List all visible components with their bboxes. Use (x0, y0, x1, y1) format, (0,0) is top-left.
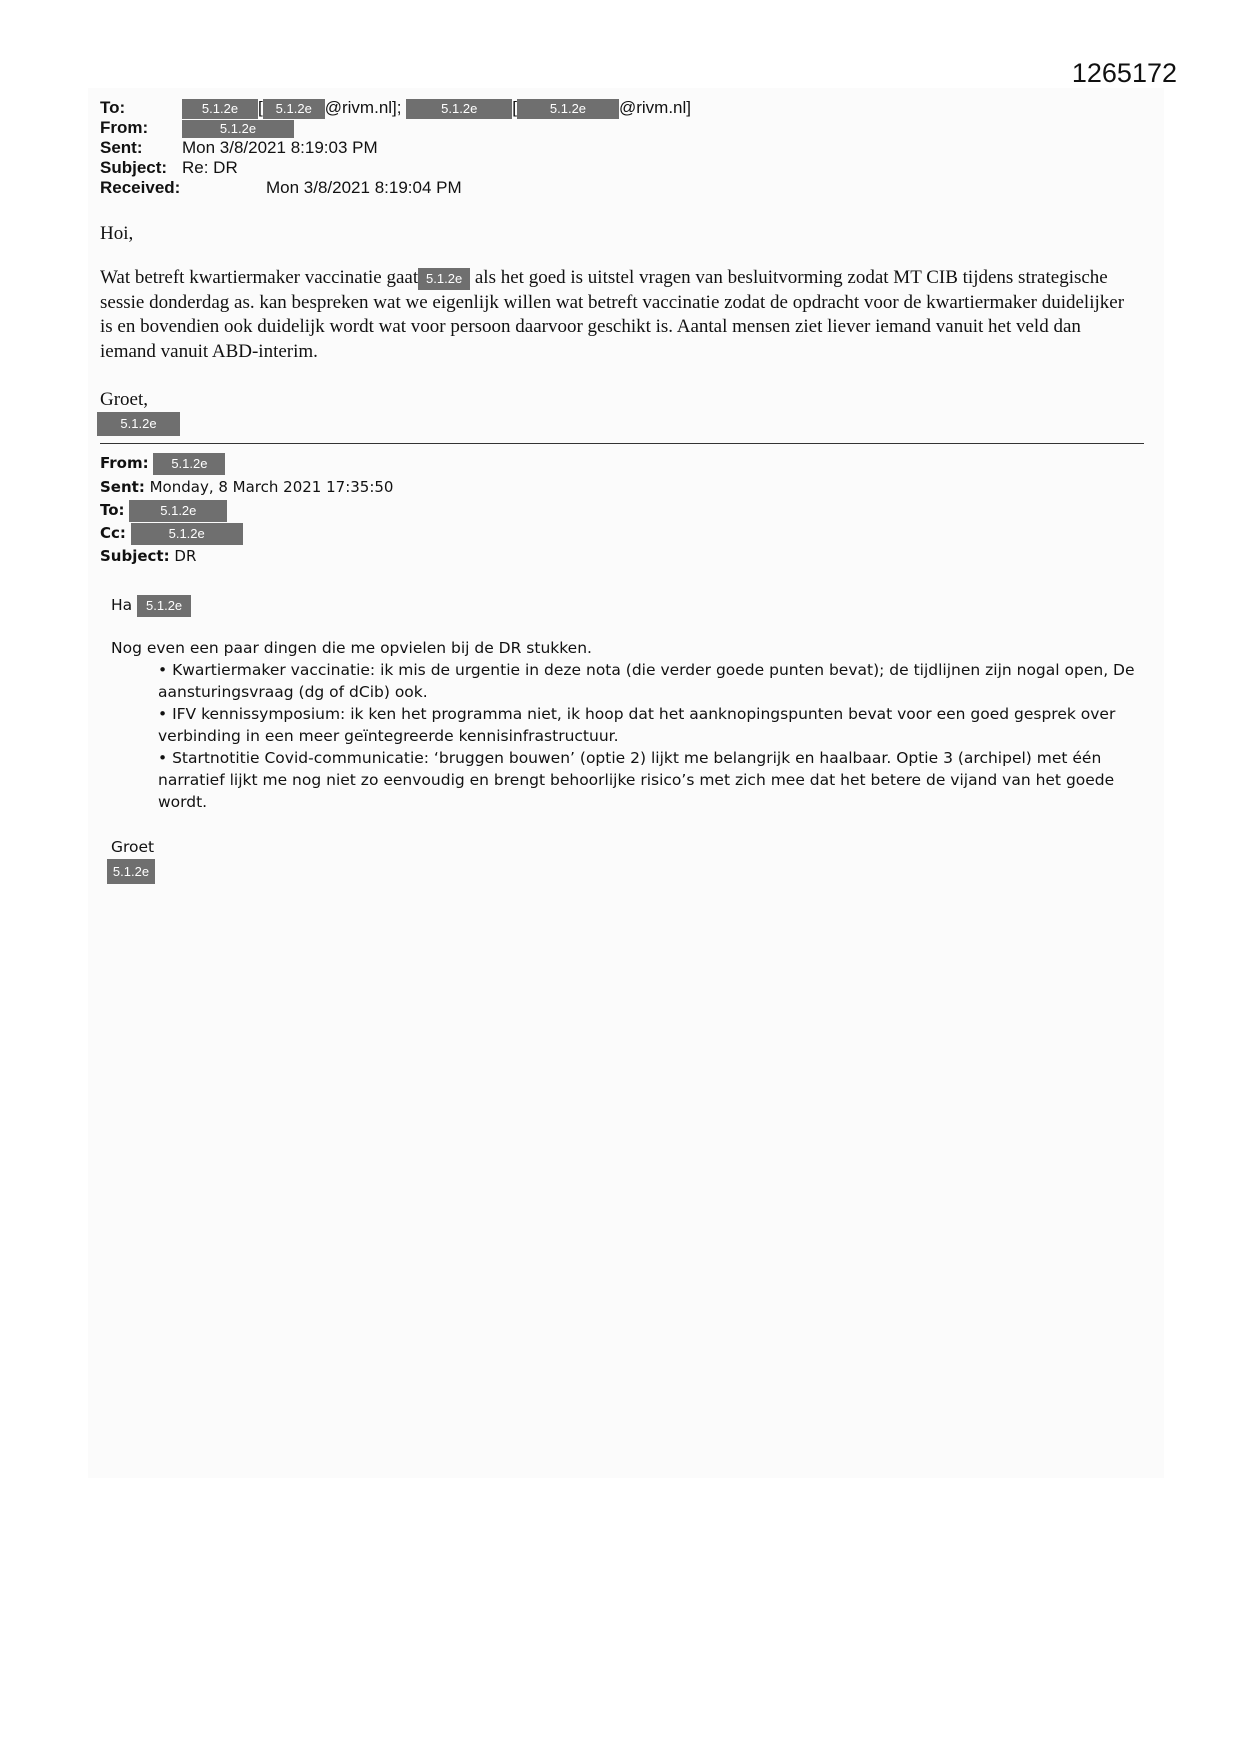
to-recipients (182, 98, 691, 119)
reply-greeting: Hoi, (100, 223, 134, 244)
from-value (182, 118, 294, 138)
to-label: To: (100, 501, 125, 519)
original-from (100, 452, 225, 474)
list-item: • Kwartiermaker vaccinatie: ik mis de urgentie in deze nota (die verder goede punten bevat); de tijdlijnen zijn nogal open, De aansturingsvraag (dg of dCib) ook. (158, 661, 1135, 701)
redaction: 5.1.2e (182, 120, 294, 138)
to-domain: @rivm.nl]; (324, 98, 402, 117)
original-intro: Nog even een paar dingen die me opvielen bij de DR stukken. (111, 639, 592, 657)
sent-label: Sent: (100, 138, 143, 157)
list-item: • Startnotitie Covid-communicatie: ‘bruggen bouwen’ (optie 2) lijkt me belangrijk en haalbaar. Optie 3 (archipel) met één narratief lijkt me nog niet zo eenvoudig en brengt behoorlijke risico’s met zich mee dat het betere de vijand van het goede wordt. (158, 749, 1115, 811)
original-subject (100, 545, 196, 567)
original-sent (100, 476, 393, 498)
divider-line (100, 443, 1144, 444)
sent-label: Sent: (100, 478, 145, 496)
subject-label: Subject: (100, 547, 170, 565)
redaction: 5.1.2e (263, 99, 325, 119)
received-value: Mon 3/8/2021 8:19:04 PM (266, 178, 462, 197)
to-label: To: (100, 98, 126, 117)
to-bracket: [ (258, 98, 263, 117)
reply-body (100, 266, 1140, 364)
greeting-text: Ha (111, 596, 133, 614)
signature-redaction: 5.1.2e (97, 412, 180, 436)
bullet-list (158, 659, 1148, 813)
to-domain: @rivm.nl] (618, 98, 692, 117)
redaction: 5.1.2e (137, 595, 191, 617)
original-greeting (111, 594, 191, 617)
redaction: 5.1.2e (517, 99, 619, 119)
document-number: 1265172 (1071, 58, 1177, 88)
subject-value: Re: DR (182, 158, 238, 177)
reply-header (100, 98, 900, 198)
subject-label: Subject: (100, 158, 168, 177)
original-to (100, 499, 227, 521)
redaction: 5.1.2e (406, 99, 512, 119)
signature-redaction: 5.1.2e (107, 859, 155, 884)
from-label: From: (100, 454, 149, 472)
redaction: 5.1.2e (129, 500, 227, 522)
redaction: 5.1.2e (131, 523, 243, 545)
reply-closing: Groet, (100, 389, 149, 410)
cc-label: Cc: (100, 524, 126, 542)
received-label: Received: (100, 178, 181, 197)
sent-value: Monday, 8 March 2021 17:35:50 (149, 478, 394, 496)
subject-value: DR (174, 547, 197, 565)
reply-body-rest: als het goed is uitstel vragen van besluitvorming zodat MT CIB tijdens strategische sessie donderdag as. kan bespreken wat we eigenlijk willen wat betreft vaccinatie zodat de opdracht voor de kwartiermaker duidelijker is en bovendien ook duidelijk wordt wat voor persoon daarvoor geschikt is. Aantal mensen ziet liever iemand vanuit het veld dan iemand vanuit ABD-interim. (100, 267, 1125, 362)
sent-value: Mon 3/8/2021 8:19:03 PM (182, 138, 378, 157)
from-label: From: (100, 118, 149, 137)
list-item: • IFV kennissymposium: ik ken het programma niet, ik hoop dat het aanknopingspunten bevat voor een goed gesprek over verbinding in een meer geïntegreerde kennisinfrastructuur. (158, 705, 1116, 745)
to-bracket: [ (512, 98, 517, 117)
redaction: 5.1.2e (418, 268, 470, 290)
redaction: 5.1.2e (182, 99, 258, 119)
reply-body-start: Wat betreft kwartiermaker vaccinatie gaat (100, 267, 419, 288)
original-closing: Groet (111, 838, 155, 856)
redaction: 5.1.2e (153, 453, 225, 475)
original-cc (100, 522, 243, 544)
